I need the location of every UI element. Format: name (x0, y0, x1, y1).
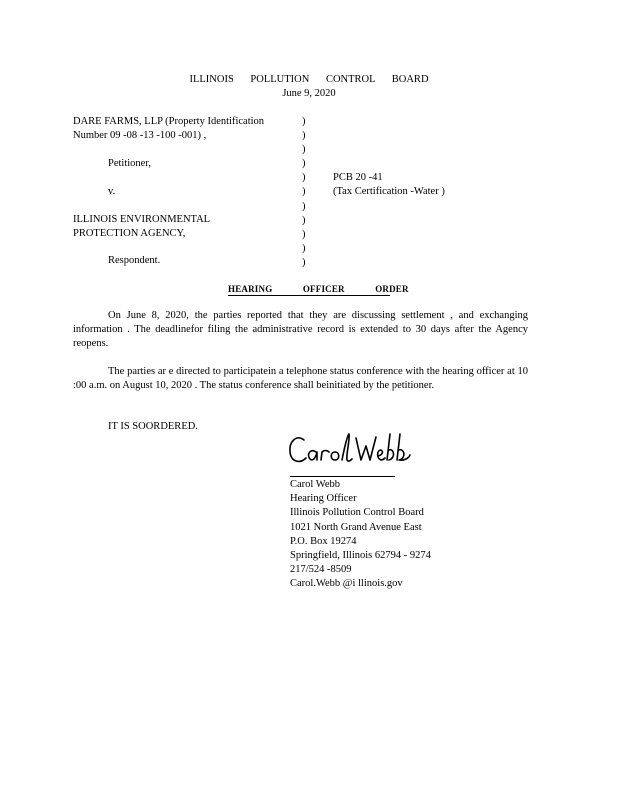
caption-paren: ) (302, 228, 306, 240)
respondent-name-line: ILLINOIS ENVIRONMENTAL (73, 214, 211, 225)
caption-paren: ) (302, 158, 306, 170)
signer-street: 1021 North Grand Avenue East (290, 521, 422, 533)
caption-paren: ) (302, 242, 306, 254)
petitioner-role: Petitioner, (108, 158, 152, 169)
petitioner-name-line: DARE FARMS, LLP (Property Identification (73, 116, 265, 127)
closing-line: IT IS SOORDERED. (108, 421, 198, 432)
caption-respondent (73, 213, 210, 241)
signer-agency: Illinois Pollution Control Board (290, 507, 424, 519)
case-number: PCB 20 -41 (333, 172, 383, 183)
signer-email: Carol.Webb @i llinois.gov (290, 578, 403, 590)
respondent-role: Respondent. (108, 255, 161, 266)
signer-city: Springfield, Illinois 62794 - 9274 (290, 550, 431, 562)
caption-paren: ) (302, 186, 306, 198)
caption-paren: ) (302, 214, 306, 226)
caption-paren: ) (302, 256, 306, 268)
caption-paren: ) (302, 116, 306, 127)
caption-paren: ) (302, 200, 306, 212)
signer-phone: 217/524 -8509 (290, 564, 352, 576)
caption-parentheses (302, 115, 312, 270)
respondent-name-line: PROTECTION AGENCY, (73, 228, 186, 239)
signer-po-box: P.O. Box 19274 (290, 535, 357, 547)
case-info (333, 171, 445, 199)
caption-paren: ) (302, 144, 306, 156)
caption-paren: ) (302, 172, 306, 184)
handwritten-signature (286, 428, 416, 474)
body-paragraph-2: The parties ar e directed to participatein a telephone status conference with the hearing officer at 10 :00 a.m. on August 10, 2020 . The status conference shall beinitiated by the petitioner. (73, 366, 528, 391)
body-paragraph-1: On June 8, 2020, the parties reported that they are discussing settlement , and exchanging information . The deadlinefor filing the administrative record is extended to 30 days after the Agency reopens. (73, 310, 528, 349)
petitioner-name-line: Number 09 -08 -13 -100 -001) , (73, 130, 207, 141)
agency-title: ILLINOIS POLLUTION CONTROL BOARD (189, 74, 429, 85)
signature-line (290, 476, 395, 477)
signer-name: Carol Webb (290, 479, 340, 490)
signer-title: Hearing Officer (290, 493, 357, 505)
order-heading: HEARING OFFICER ORDER (228, 284, 409, 294)
caption-paren: ) (302, 130, 306, 142)
versus-label: v. (108, 186, 116, 197)
case-type: (Tax Certification -Water ) (333, 186, 445, 197)
caption-petitioner (73, 115, 264, 143)
order-date: June 9, 2020 (282, 88, 336, 99)
signature-block (290, 478, 431, 592)
